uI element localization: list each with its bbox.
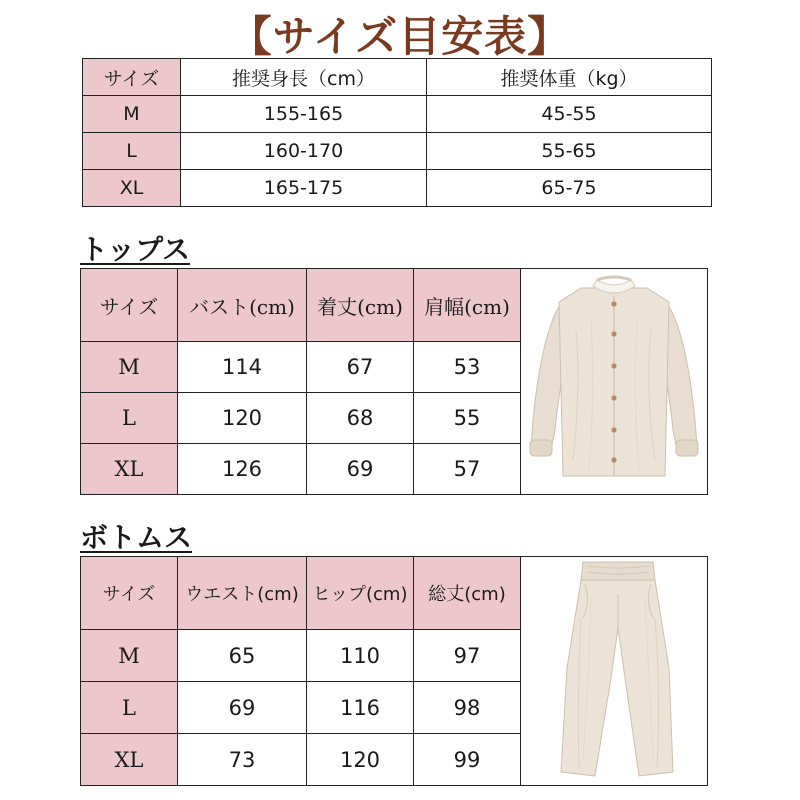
shoulder-value: 53 bbox=[414, 342, 521, 393]
size-label: M bbox=[81, 342, 178, 393]
bust-value: 126 bbox=[178, 444, 307, 495]
header-total-length: 総丈(cm) bbox=[414, 557, 521, 630]
header-hip: ヒップ(cm) bbox=[307, 557, 414, 630]
length-value: 67 bbox=[307, 342, 414, 393]
size-label: L bbox=[83, 133, 181, 170]
shoulder-value: 55 bbox=[414, 393, 521, 444]
size-label: M bbox=[81, 630, 178, 682]
header-bust: バスト(cm) bbox=[178, 269, 307, 342]
header-size: サイズ bbox=[81, 269, 178, 342]
height-value: 165-175 bbox=[181, 170, 427, 207]
bust-value: 120 bbox=[178, 393, 307, 444]
size-guide-table bbox=[82, 58, 712, 207]
pants-photo-icon bbox=[521, 558, 707, 784]
pants-photo bbox=[521, 557, 708, 786]
height-value: 160-170 bbox=[181, 133, 427, 170]
waist-value: 69 bbox=[178, 682, 307, 734]
total-length-value: 98 bbox=[414, 682, 521, 734]
weight-value: 65-75 bbox=[427, 170, 712, 207]
shirt-photo-icon bbox=[521, 270, 707, 494]
header-weight: 推奨体重（kg） bbox=[427, 59, 712, 96]
length-value: 69 bbox=[307, 444, 414, 495]
weight-value: 45-55 bbox=[427, 96, 712, 133]
tops-table bbox=[80, 268, 708, 495]
hip-value: 116 bbox=[307, 682, 414, 734]
bust-value: 114 bbox=[178, 342, 307, 393]
length-value: 68 bbox=[307, 393, 414, 444]
hip-value: 120 bbox=[307, 734, 414, 786]
size-label: M bbox=[83, 96, 181, 133]
header-size: サイズ bbox=[83, 59, 181, 96]
table-row bbox=[83, 170, 712, 207]
tops-heading: トップス bbox=[80, 233, 191, 266]
table-row bbox=[83, 133, 712, 170]
table-row bbox=[83, 96, 712, 133]
size-label: XL bbox=[81, 734, 178, 786]
size-label: L bbox=[81, 393, 178, 444]
bottoms-header-row bbox=[81, 557, 708, 630]
header-waist: ウエスト(cm) bbox=[178, 557, 307, 630]
height-value: 155-165 bbox=[181, 96, 427, 133]
header-height: 推奨身長（cm） bbox=[181, 59, 427, 96]
waist-value: 73 bbox=[178, 734, 307, 786]
header-size: サイズ bbox=[81, 557, 178, 630]
size-label: L bbox=[81, 682, 178, 734]
bottoms-table bbox=[80, 556, 708, 786]
weight-value: 55-65 bbox=[427, 133, 712, 170]
total-length-value: 99 bbox=[414, 734, 521, 786]
header-shoulder: 肩幅(cm) bbox=[414, 269, 521, 342]
size-label: XL bbox=[81, 444, 178, 495]
hip-value: 110 bbox=[307, 630, 414, 682]
shoulder-value: 57 bbox=[414, 444, 521, 495]
shirt-photo bbox=[521, 269, 708, 495]
bottoms-heading: ボトムス bbox=[80, 521, 193, 554]
size-label: XL bbox=[83, 170, 181, 207]
page-title: 【サイズ目安表】 bbox=[229, 12, 571, 61]
size-guide-header-row bbox=[83, 59, 712, 96]
tops-header-row bbox=[81, 269, 708, 342]
waist-value: 65 bbox=[178, 630, 307, 682]
total-length-value: 97 bbox=[414, 630, 521, 682]
header-length: 着丈(cm) bbox=[307, 269, 414, 342]
